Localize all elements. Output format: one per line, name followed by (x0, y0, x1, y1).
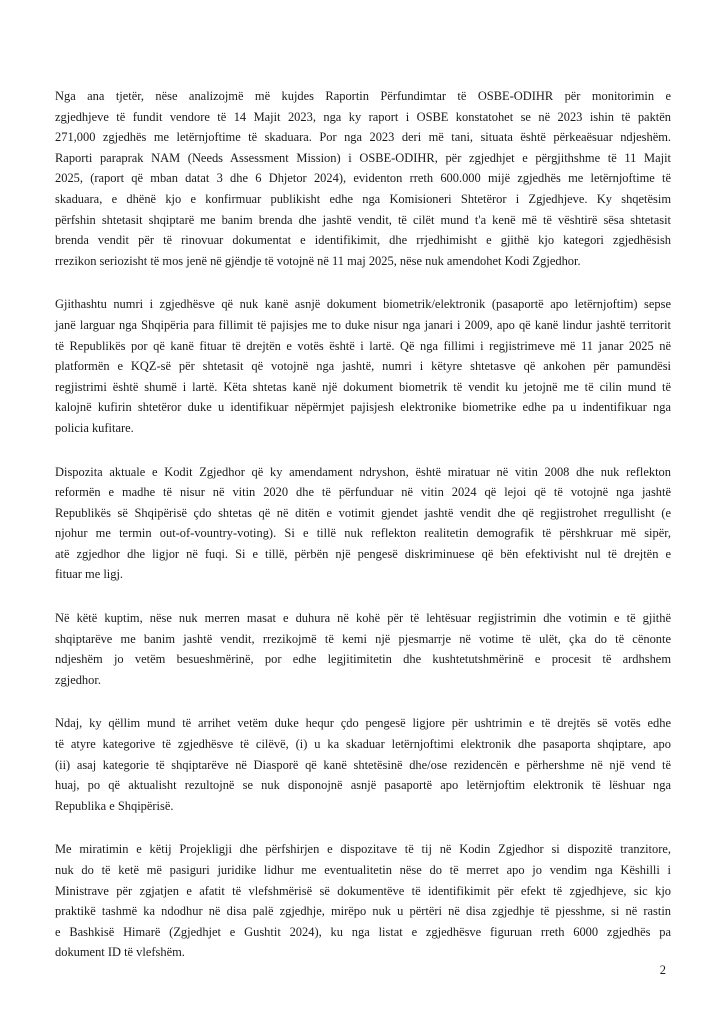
paragraph-biometric-documents (55, 294, 671, 438)
text-line: (ii) asaj kategorie të shqiptarëve në Diasporë që kanë shtetësinë dhe/ose rezidencën e përhershme në një vend të (55, 757, 671, 772)
text-line: Nga ana tjetër, nëse analizojmë më kujdes Raportin Përfundimtar të OSBE-ODIHR për monitorimin e (55, 89, 671, 103)
text-line: përfshin shtetasit shqiptarë me banim brenda dhe jashtë vendit, të cilët mund t'a kenë më të vështirë sësa shtetasit (55, 212, 671, 227)
text-line: zgjedhjeve të fundit vendore të 14 Majit 2023, nga ky raport i OSBE konstatohet se në 2023 ishin të paktën (55, 109, 671, 124)
text-line: shqiptarëve me banim jashtë vendit, rrezikojmë të kemi një pjesmarrje në votime të ulët, çka do të cënonte (55, 631, 671, 646)
text-line: Në këtë kuptim, nëse nuk merren masat e duhura në kohë për të lehtësuar regjistrimin dhe votimin e të gjithë (55, 611, 671, 626)
text-line: Raporti paraprak NAM (Needs Assessment Mission) i OSBE-ODIHR, për zgjedhjet e përgjithshme të 11 Majit (55, 150, 671, 165)
text-line: 2025, (raport që mban datat 3 dhe 6 Dhjetor 2024), evidenton rreth 600.000 mijë zgjedhës me letërnjoftime të (55, 171, 671, 186)
text-line: Me miratimin e këtij Projekligji dhe përfshirjen e dispozitave të tij në Kodin Zgjedhor si dispozitë tranzitore, (55, 842, 671, 857)
text-line: dokument ID të vlefshëm. (55, 945, 185, 960)
text-line: fituar me ligj. (55, 567, 124, 582)
text-line: të atyre kategorive të zgjedhësve të cilëvë, (i) u ka skaduar letërnjoftimi elektronik dhe pasaporta shqiptare, apo (55, 737, 671, 752)
text-line: policia kufitare. (55, 420, 134, 435)
text-line: ndjeshëm jo vetëm besueshmërinë, por edhe legjitimitetin dhe kushtetutshmërinë e procesit të ardhshem (55, 652, 671, 667)
paragraph-removing-obstacles (55, 713, 671, 816)
text-line: reformën e madhe të nisur në vitin 2020 dhe të përfunduar në vitin 2024 që lejoi që të votojnë nga jashtë (55, 485, 671, 500)
page-number: 2 (659, 963, 666, 977)
text-line: regjistrimi është shumë i lartë. Këta shtetas kanë një dokument biometrik të vendit ku jetojnë me të cilin mund të (55, 379, 671, 394)
text-line: Republikës së Shqipërisë çdo shtetas që në ditën e votimit gjendet jashtë vendit dhe që regjistrohet rregullisht (e (55, 505, 671, 520)
paragraph-osbe-report (55, 86, 671, 271)
paragraph-transitional-provision (55, 839, 671, 963)
text-line: njohur me termin out-of-vountry-voting). Si e tillë nuk reflekton realitetin demografik të përshkruar më sipër, (55, 526, 671, 541)
paragraph-current-provision (55, 462, 671, 586)
text-line: rrezikon seriozisht të mos jenë në gjëndje të votojnë në 11 maj 2025, nëse nuk amendohet Kodi Zgjedhor. (55, 253, 581, 268)
text-line: të Republikës por që kanë fituar të drejtën e votës është i lartë. Që nga fillimi i regjistrimeve më 11 janar 2025 në (55, 338, 671, 353)
text-line: huaj, po që aktualisht rezultojnë se nuk disponojnë asnjë pasaportë apo letërnjoftim elektronik të lëshuar nga (55, 778, 671, 793)
text-line: Gjithashtu numri i zgjedhësve që nuk kanë asnjë dokument biometrik/elektronik (pasaportë apo letërnjoftim) sepse (55, 297, 671, 312)
text-line: e Bashkisë Himarë (Zgjedhjet e Gushtit 2024), ku nga listat e zgjedhësve figuruan rreth 6000 zgjedhës pa (55, 924, 671, 939)
text-line: nuk do të ketë më pasiguri juridike lidhur me eventualitetin nëse do të merret apo jo vendim nga Këshilli i (55, 863, 671, 877)
text-line: Ministrave për zgjatjen e afatit të vlefshmërisë së dokumentëve të identifikimit për efekt të zgjedhjeve, sic kjo (55, 883, 671, 898)
text-line: 271,000 zgjedhës me letërnjoftime të skaduara. Por nga 2023 deri më tani, situata është përkeaësuar ndjeshëm. (55, 130, 671, 145)
text-line: Republika e Shqipërisë. (55, 798, 174, 813)
text-line: praktikë tashmë ka ndodhur në disa palë zgjedhje, mirëpo nuk u përtëri në disa zgjedhje të pjesshme, si në rastin (55, 904, 671, 919)
text-line: brenda vendit për të rinovuar dokumentat e identifikimit, dhe rrjedhimisht e gjithë kjo kategori zgjedhësish (55, 233, 671, 248)
text-line: janë larguar nga Shqipëria para fillimit të pajisjes me to duke nisur nga janari i 2009, apo që kanë lindur jashtë territorit (55, 317, 671, 332)
text-line: atë zgjedhor dhe ligjor në fuqi. Si e tillë, përbën një pengesë diskriminuese që bën efektivisht nul të drejtën e (55, 546, 671, 561)
paragraph-participation-risk (55, 608, 671, 690)
text-line: kalojnë kufirin shtetëror duke u identifikuar nëpërmjet pajisjesh elektronike biometrike edhe pa u indentifikuar nga (55, 400, 671, 415)
text-line: zgjedhor. (55, 672, 101, 687)
text-line: Dispozita aktuale e Kodit Zgjedhor që ky amendament ndryshon, është miratuar në vitin 2008 dhe nuk reflekton (55, 464, 671, 479)
text-line: skaduara, e dhënë kjo e konfirmuar publikisht edhe nga Komisioneri Shtetëror i Zgjedhjeve. Ky shqetësim (55, 191, 671, 206)
text-line: Ndaj, ky qëllim mund të arrihet vetëm duke hequr çdo pengesë ligjore për ushtrimin e të drejtës së votës edhe (55, 716, 671, 731)
document-body (55, 86, 671, 986)
text-line: platformën e KQZ-së për shtetasit që votojnë nga jashtë, numri i këtyre shtetasve që ankohen për pamundësi (55, 359, 671, 374)
